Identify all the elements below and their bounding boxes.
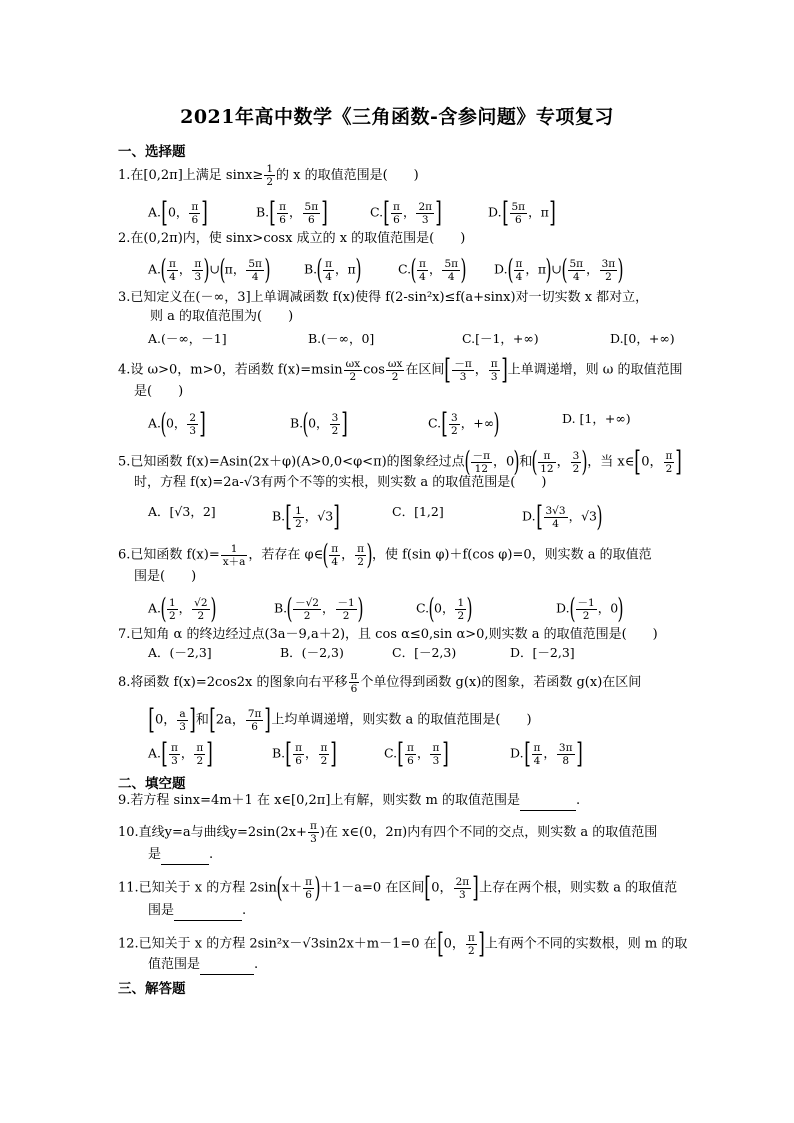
q6-option-a: A.( $\frac{1}{2}$ ， $\frac{√2}{2}$ ) — [148, 592, 217, 625]
section-choice: 一、选择题 — [118, 144, 186, 160]
q9-answer-blank[interactable] — [520, 792, 576, 811]
q3-stem-2: 则 a 的取值范围为( ) — [150, 309, 294, 324]
q10-answer-blank[interactable] — [161, 846, 209, 865]
q3-option-d: D.[0，+∞) — [610, 331, 675, 346]
q8-stem-2: [0， $\frac{a}{3}$ ]和[2a， $\frac{7\pi}{6}$ ]上均单调递增，则实数 a 的取值范围是( ) — [148, 703, 532, 736]
q1-stem: 1.在[0,2π]上满足 sinx≥ $\frac{1}{2}$ 的 x 的取值范围是( ) — [118, 163, 419, 188]
q12-answer-blank[interactable] — [200, 956, 254, 975]
q8-option-d: D.[ $\frac{\pi}{4}$ ， $\frac{3\pi}{8}$ ] — [510, 737, 583, 770]
q5-option-a: A．[√3，2] — [148, 504, 216, 519]
q2-option-b: B.( $\frac{\pi}{4}$ ，π) — [304, 253, 362, 286]
q8-option-b: B.[ $\frac{\pi}{6}$ ， $\frac{\pi}{2}$ ] — [272, 737, 338, 770]
q4-stem-2: 是( ) — [134, 384, 184, 399]
section-answer: 三、解答题 — [118, 981, 186, 997]
q1-option-b: B.[ $\frac{\pi}{6}$ ， $\frac{5\pi}{6}$ ] — [256, 196, 328, 229]
q8-option-a: A.[ $\frac{\pi}{3}$ ， $\frac{\pi}{2}$ ] — [148, 737, 214, 770]
q2-option-a: A.( $\frac{\pi}{4}$ ， $\frac{\pi}{3}$ )∪(π， $\frac{5\pi}{4}$ ) — [148, 253, 271, 286]
q12-stem: 12.已知关于 x 的方程 2sin²x－√3sin2x＋m－1=0 在[0， $\frac{\pi}{2}$ ]上有两个不同的实数根，则 m 的取 — [118, 927, 688, 960]
q6-stem: 6.已知函数 f(x)= $\frac{1}{x+a}$ ，若存在 φ∈( $\frac{\pi}{4}$ ， $\frac{\pi}{2}$ )，使 f(sin φ)＋f(cos φ)=0，则实数 a 的取值范 — [118, 538, 652, 571]
section-fill: 二、填空题 — [118, 776, 186, 792]
q11-stem: 11.已知关于 x 的方程 2sin(x＋ $\frac{\pi}{6}$ )＋1－a=0 在区间[0， $\frac{2\pi}{3}$ ]上存在两个根，则实数 a 的取值范 — [118, 871, 678, 904]
q4-option-b: B.(0， $\frac{3}{2}$ ] — [290, 407, 348, 440]
q1-option-c: C.[ $\frac{\pi}{6}$ ， $\frac{2\pi}{3}$ ] — [370, 196, 442, 229]
q8-stem: 8.将函数 f(x)=2cos2x 的图象向右平移 $\frac{\pi}{6}$ 个单位得到函数 g(x)的图象，若函数 g(x)在区间 — [118, 670, 642, 695]
q4-stem: 4.设 ω>0，m>0，若函数 f(x)=msin $\frac{\omega x}{2}$ cos $\frac{\omega x}{2}$ 在区间[ $\frac{-\pi}{3}$ ， $\frac{\pi}{3}$ ]上单调递增，则 ω 的取值范围 — [118, 353, 683, 386]
q12-stem-2: 值范围是 . — [148, 956, 258, 975]
q10-stem: 10.直线y=a与曲线y=2sin(2x+ $\frac{\pi}{3}$ )在 x∈(0，2π)内有四个不同的交点，则实数 a 的取值范围 — [118, 820, 658, 845]
q7-stem: 7.已知角 α 的终边经过点(3a－9,a＋2)，且 cos α≤0,sin α>0,则实数 a 的取值范围是( ) — [118, 627, 658, 642]
q5-stem: 5.已知函数 f(x)=Asin(2x＋φ)(A>0,0<φ<π)的图象经过点( $\frac{-\pi}{12}$ ，0)和( $\frac{\pi}{12}$ ， $\frac{3}{2}$ )，当 x∈[0， $\frac{\pi}{2}$ ] — [118, 445, 683, 478]
q3-option-a: A.(－∞，－1] — [148, 331, 227, 346]
q1-option-d: D.[ $\frac{5\pi}{6}$ ，π] — [488, 196, 556, 229]
q11-stem-2: 围是 . — [148, 902, 246, 921]
q8-option-c: C.[ $\frac{\pi}{6}$ ， $\frac{\pi}{3}$ ] — [384, 737, 450, 770]
q7-option-a: A．(－2,3] — [148, 645, 212, 660]
q6-stem-2: 围是( ) — [134, 569, 197, 584]
q5-stem-2: 时，方程 f(x)=2a-√3有两个不等的实根，则实数 a 的取值范围是( ) — [134, 475, 547, 490]
q3-option-b: B.(－∞，0] — [308, 331, 375, 346]
q4-option-a: A.(0， $\frac{2}{3}$ ] — [148, 407, 206, 440]
page-title: 2021年高中数学《三角函数-含参问题》专项复习 — [180, 106, 614, 128]
q5-option-d: D.[ $\frac{3√3}{4}$ ，√3) — [522, 500, 603, 533]
q3-option-c: C.[－1，+∞) — [462, 331, 539, 346]
q2-option-c: C.( $\frac{\pi}{4}$ ， $\frac{5\pi}{4}$ ) — [398, 253, 467, 286]
q4-option-c: C.[ $\frac{3}{2}$ ，+∞) — [428, 407, 500, 440]
q6-option-c: C.(0， $\frac{1}{2}$ ) — [416, 592, 473, 625]
q5-option-c: C．[1,2] — [392, 504, 444, 519]
q9-stem: 9.若方程 sinx=4m＋1 在 x∈[0,2π]上有解，则实数 m 的取值范围是 . — [118, 792, 580, 811]
q5-option-b: B.[ $\frac{1}{2}$ ，√3] — [272, 500, 340, 533]
q3-stem: 3.已知定义在(－∞，3]上单调减函数 f(x)使得 f(2-sin²x)≤f(a+sinx)对一切实数 x 都对立， — [118, 290, 649, 305]
q7-option-b: B．(－2,3) — [280, 645, 344, 660]
q10-stem-2: 是 . — [148, 846, 213, 865]
q11-answer-blank[interactable] — [174, 902, 242, 921]
q4-option-d: D. [1，+∞) — [562, 411, 631, 426]
q1-option-a: A.[0， $\frac{\pi}{6}$ ] — [148, 196, 209, 229]
q7-option-d: D．[－2,3] — [510, 645, 575, 660]
q6-option-d: D.( $\frac{-1}{2}$ ，0) — [556, 592, 624, 625]
q7-option-c: C．[－2,3) — [392, 645, 457, 660]
q2-option-d: D.( $\frac{\pi}{4}$ ，π)∪( $\frac{5\pi}{4}$ ， $\frac{3\pi}{2}$ ) — [494, 253, 624, 286]
q6-option-b: B.( $\frac{-√2}{2}$ ， $\frac{-1}{2}$ ) — [274, 592, 364, 625]
q2-stem: 2.在(0,2π)内，使 sinx>cosx 成立的 x 的取值范围是( ) — [118, 231, 466, 246]
